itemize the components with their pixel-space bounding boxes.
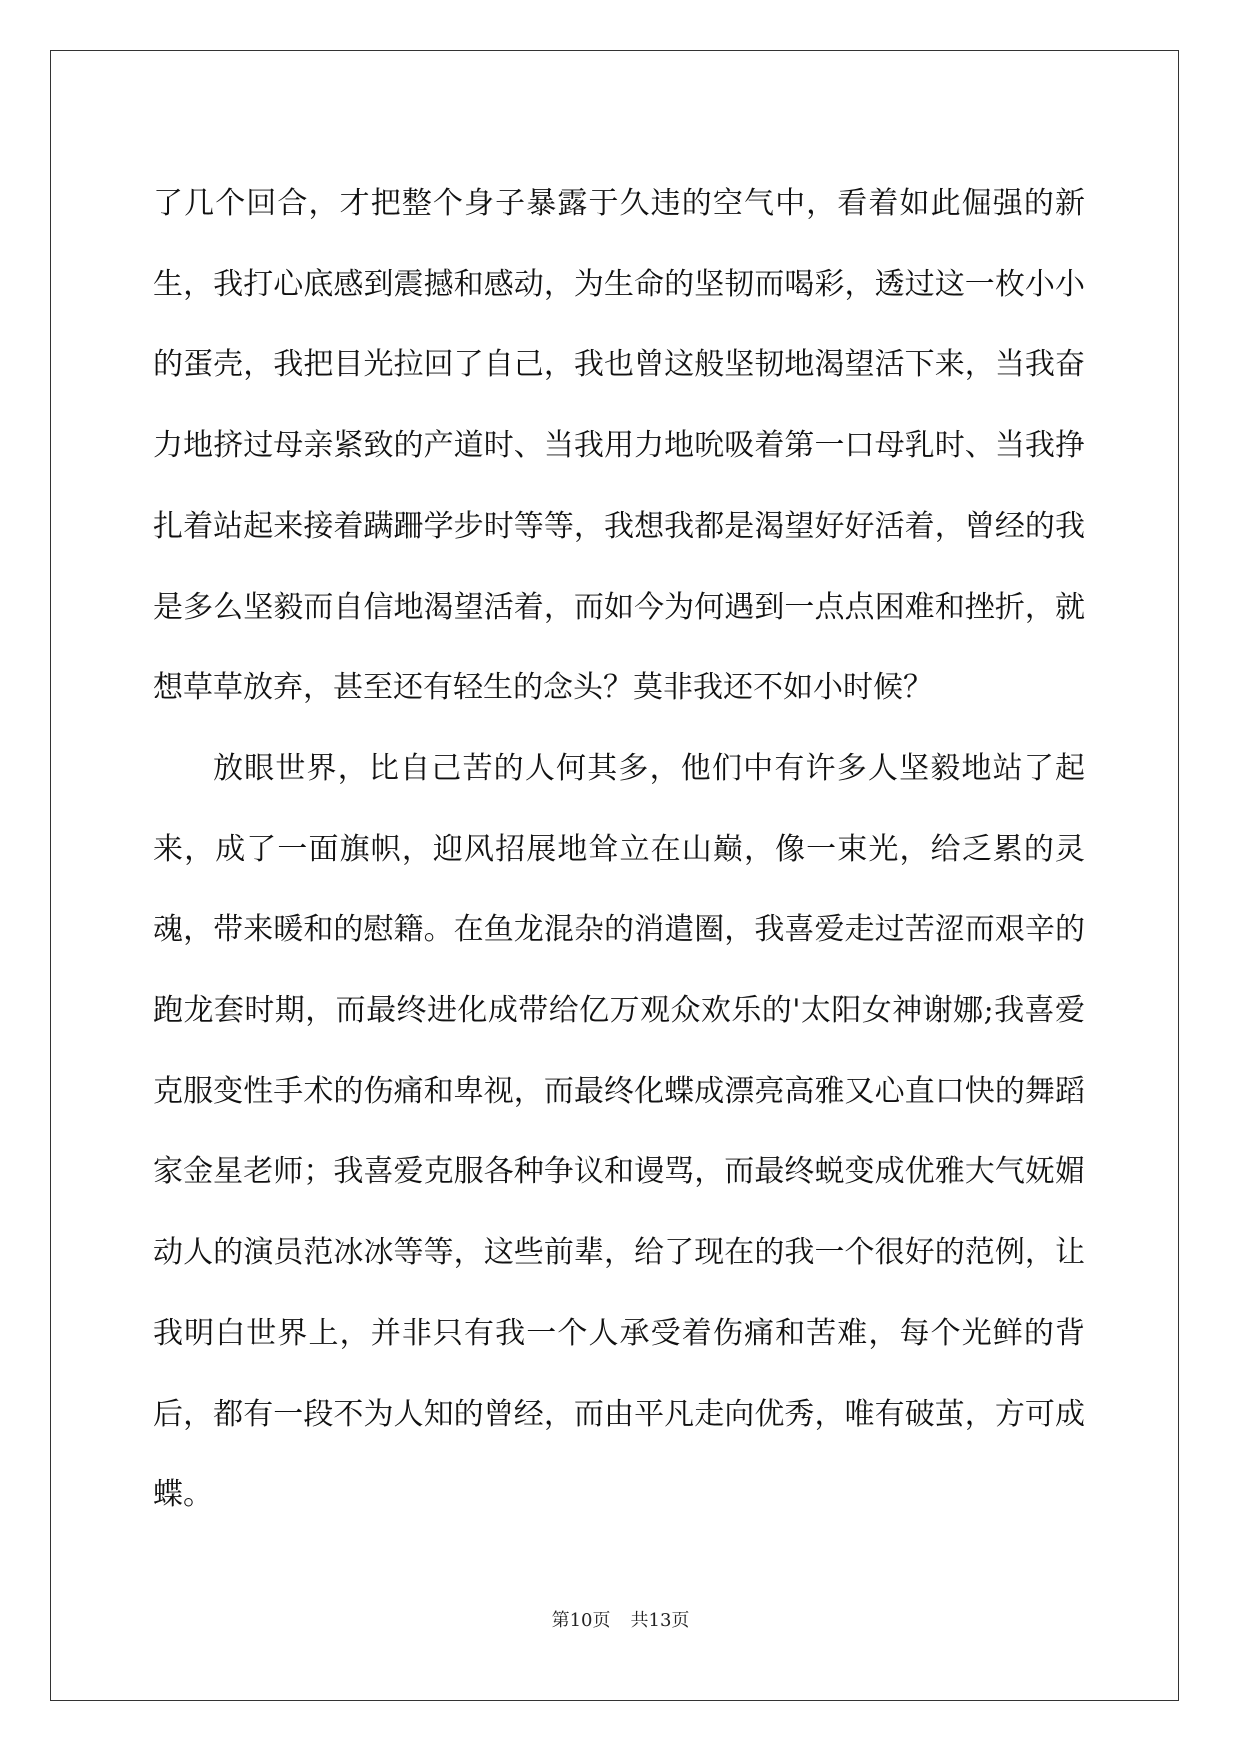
page-footer <box>0 1609 1241 1633</box>
paragraph-2: 放眼世界，比自己苦的人何其多，他们中有许多人坚毅地站了起来，成了一面旗帜，迎风招展地耸立在山巅，像一束光，给乏累的灵魂，带来暖和的慰籍。在鱼龙混杂的消遣圈，我喜爱走过苦涩而艰辛的跑龙套时期，而最终进化成带给亿万观众欢乐的'太阳女神谢娜;我喜爱克服变性手术的伤痛和卑视，而最终化蝶成漂亮高雅又心直口快的舞蹈家金星老师；我喜爱克服各种争议和谩骂，而最终蜕变成优雅大气妩媚动人的演员范冰冰等等，这些前辈，给了现在的我一个很好的范例，让我明白世界上，并非只有我一个人承受着伤痛和苦难，每个光鲜的背后，都有一段不为人知的曾经，而由平凡走向优秀，唯有破茧，方可成蝶。 <box>153 750 1085 1513</box>
document-body <box>153 164 1085 1536</box>
page-number: 第10页 <box>551 1610 611 1631</box>
paragraph-1: 了几个回合，才把整个身子暴露于久违的空气中，看着如此倔强的新生，我打心底感到震撼和感动，为生命的坚韧而喝彩，透过这一枚小小的蛋壳，我把目光拉回了自己，我也曾这般坚韧地渴望活下来，当我奋力地挤过母亲紧致的产道时、当我用力地吮吸着第一口母乳时、当我挣扎着站起来接着蹒跚学步时等等，我想我都是渴望好好活着，曾经的我是多么坚毅而自信地渴望活着，而如今为何遇到一点点困难和挫折，就想草草放弃，甚至还有轻生的念头？莫非我还不如小时候？ <box>153 186 1085 706</box>
page-total: 共13页 <box>630 1610 690 1631</box>
